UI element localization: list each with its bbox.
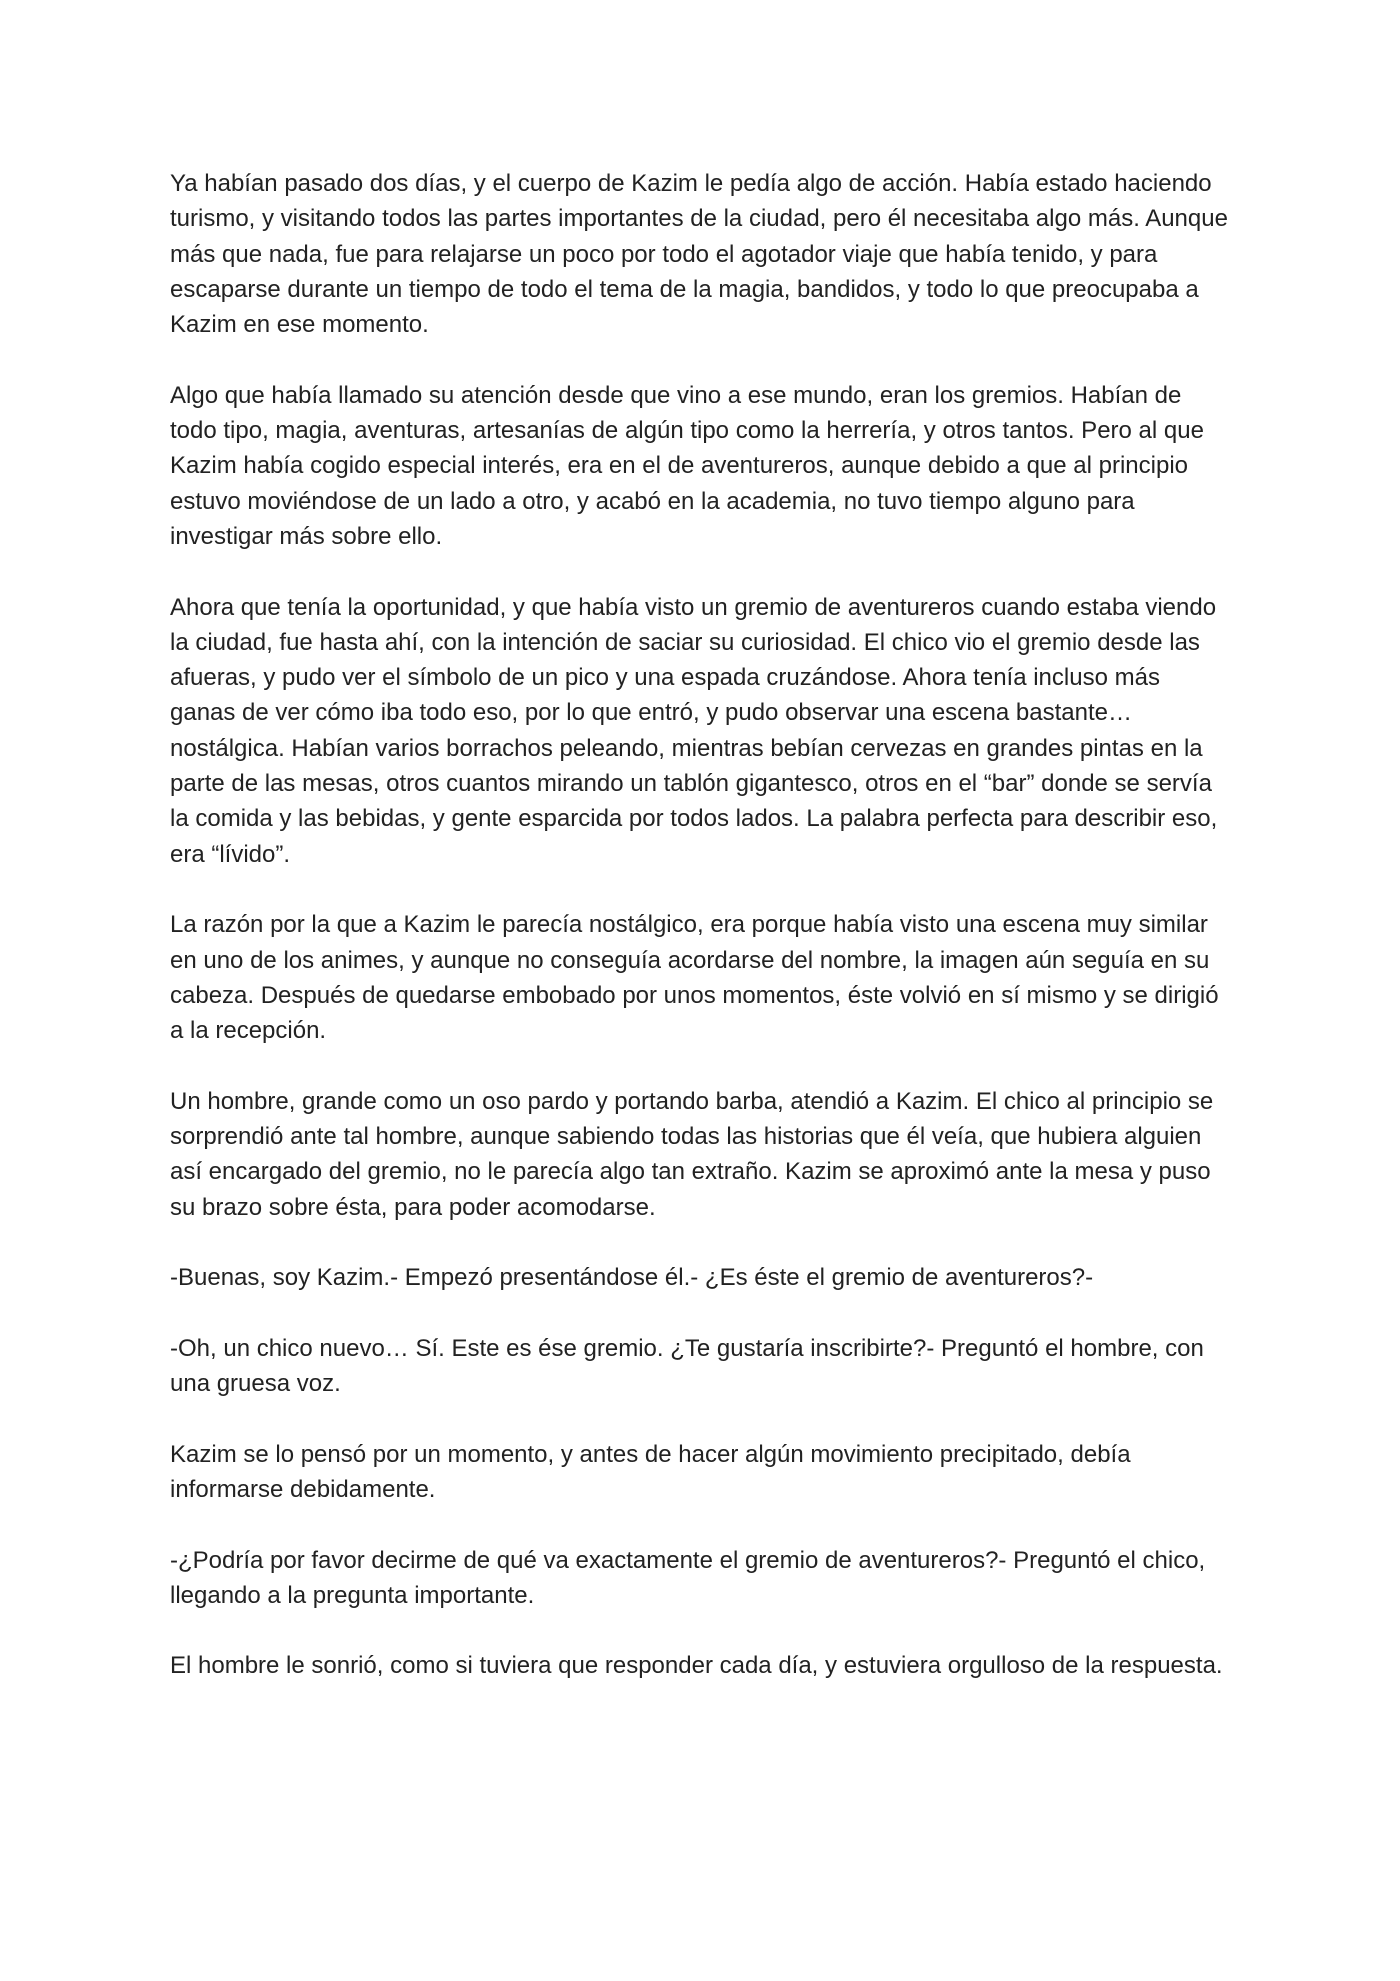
paragraph-10: El hombre le sonrió, como si tuviera que responder cada día, y estuviera orgulloso de la respuesta. [170,1652,1223,1680]
paragraph-4: La razón por la que a Kazim le parecía nostálgico, era porque había visto una escena muy similar en uno de los animes, y aunque no conseguía acordarse del nombre, la imagen aún seguía en su cabeza. Después de quedarse embobado por unos momentos, éste volvió en sí mismo y se dirigió a la recepción. [170,911,1219,1045]
paragraph-7: -Oh, un chico nuevo… Sí. Este es ése gremio. ¿Te gustaría inscribirte?- Preguntó el hombre, con una gruesa voz. [170,1334,1204,1398]
paragraph-1: Ya habían pasado dos días, y el cuerpo de Kazim le pedía algo de acción. Había estado haciendo turismo, y visitando todos las partes importantes de la ciudad, pero él necesitaba algo más. Aunque más que nada, fue para relajarse un poco por todo el agotador viaje que había tenido, y para escaparse durante un tiempo de todo el tema de la magia, bandidos, y todo lo que preocupaba a Kazim en ese momento. [170,170,1228,339]
document-body [170,166,1230,1719]
paragraph-8: Kazim se lo pensó por un momento, y antes de hacer algún movimiento precipitado, debía informarse debidamente. [170,1440,1131,1503]
paragraph-2: Algo que había llamado su atención desde que vino a ese mundo, eran los gremios. Habían de todo tipo, magia, aventuras, artesanías de algún tipo como la herrería, y otros tantos. Pero al que Kazim había cogido especial interés, era en el de aventureros, aunque debido a que al principio estuvo moviéndose de un lado a otro, y acabó en la academia, no tuvo tiempo alguno para investigar más sobre ello. [170,381,1204,550]
paragraph-3: Ahora que tenía la oportunidad, y que había visto un gremio de aventureros cuando estaba viendo la ciudad, fue hasta ahí, con la intención de saciar su curiosidad. El chico vio el gremio desde las afueras, y pudo ver el símbolo de un pico y una espada cruzándose. Ahora tenía incluso más ganas de ver cómo iba todo eso, por lo que entró, y pudo observar una escena bastante… nostálgica. Habían varios borrachos peleando, mientras bebían cervezas en grandes pintas en la parte de las mesas, otros cuantos mirando un tablón gigantesco, otros en el “bar” donde se servía la comida y las bebidas, y gente esparcida por todos lados. La palabra perfecta para describir eso, era “lívido”. [170,593,1218,868]
paragraph-6: -Buenas, soy Kazim.- Empezó presentándose él.- ¿Es éste el gremio de aventureros?- [170,1264,1094,1292]
paragraph-9: -¿Podría por favor decirme de qué va exactamente el gremio de aventureros?- Preguntó el chico, llegando a la pregunta importante. [170,1546,1206,1609]
paragraph-5: Un hombre, grande como un oso pardo y portando barba, atendió a Kazim. El chico al principio se sorprendió ante tal hombre, aunque sabiendo todas las historias que él veía, que hubiera alguien así encargado del gremio, no le parecía algo tan extraño. Kazim se aproximó ante la mesa y puso su brazo sobre ésta, para poder acomodarse. [170,1087,1214,1221]
